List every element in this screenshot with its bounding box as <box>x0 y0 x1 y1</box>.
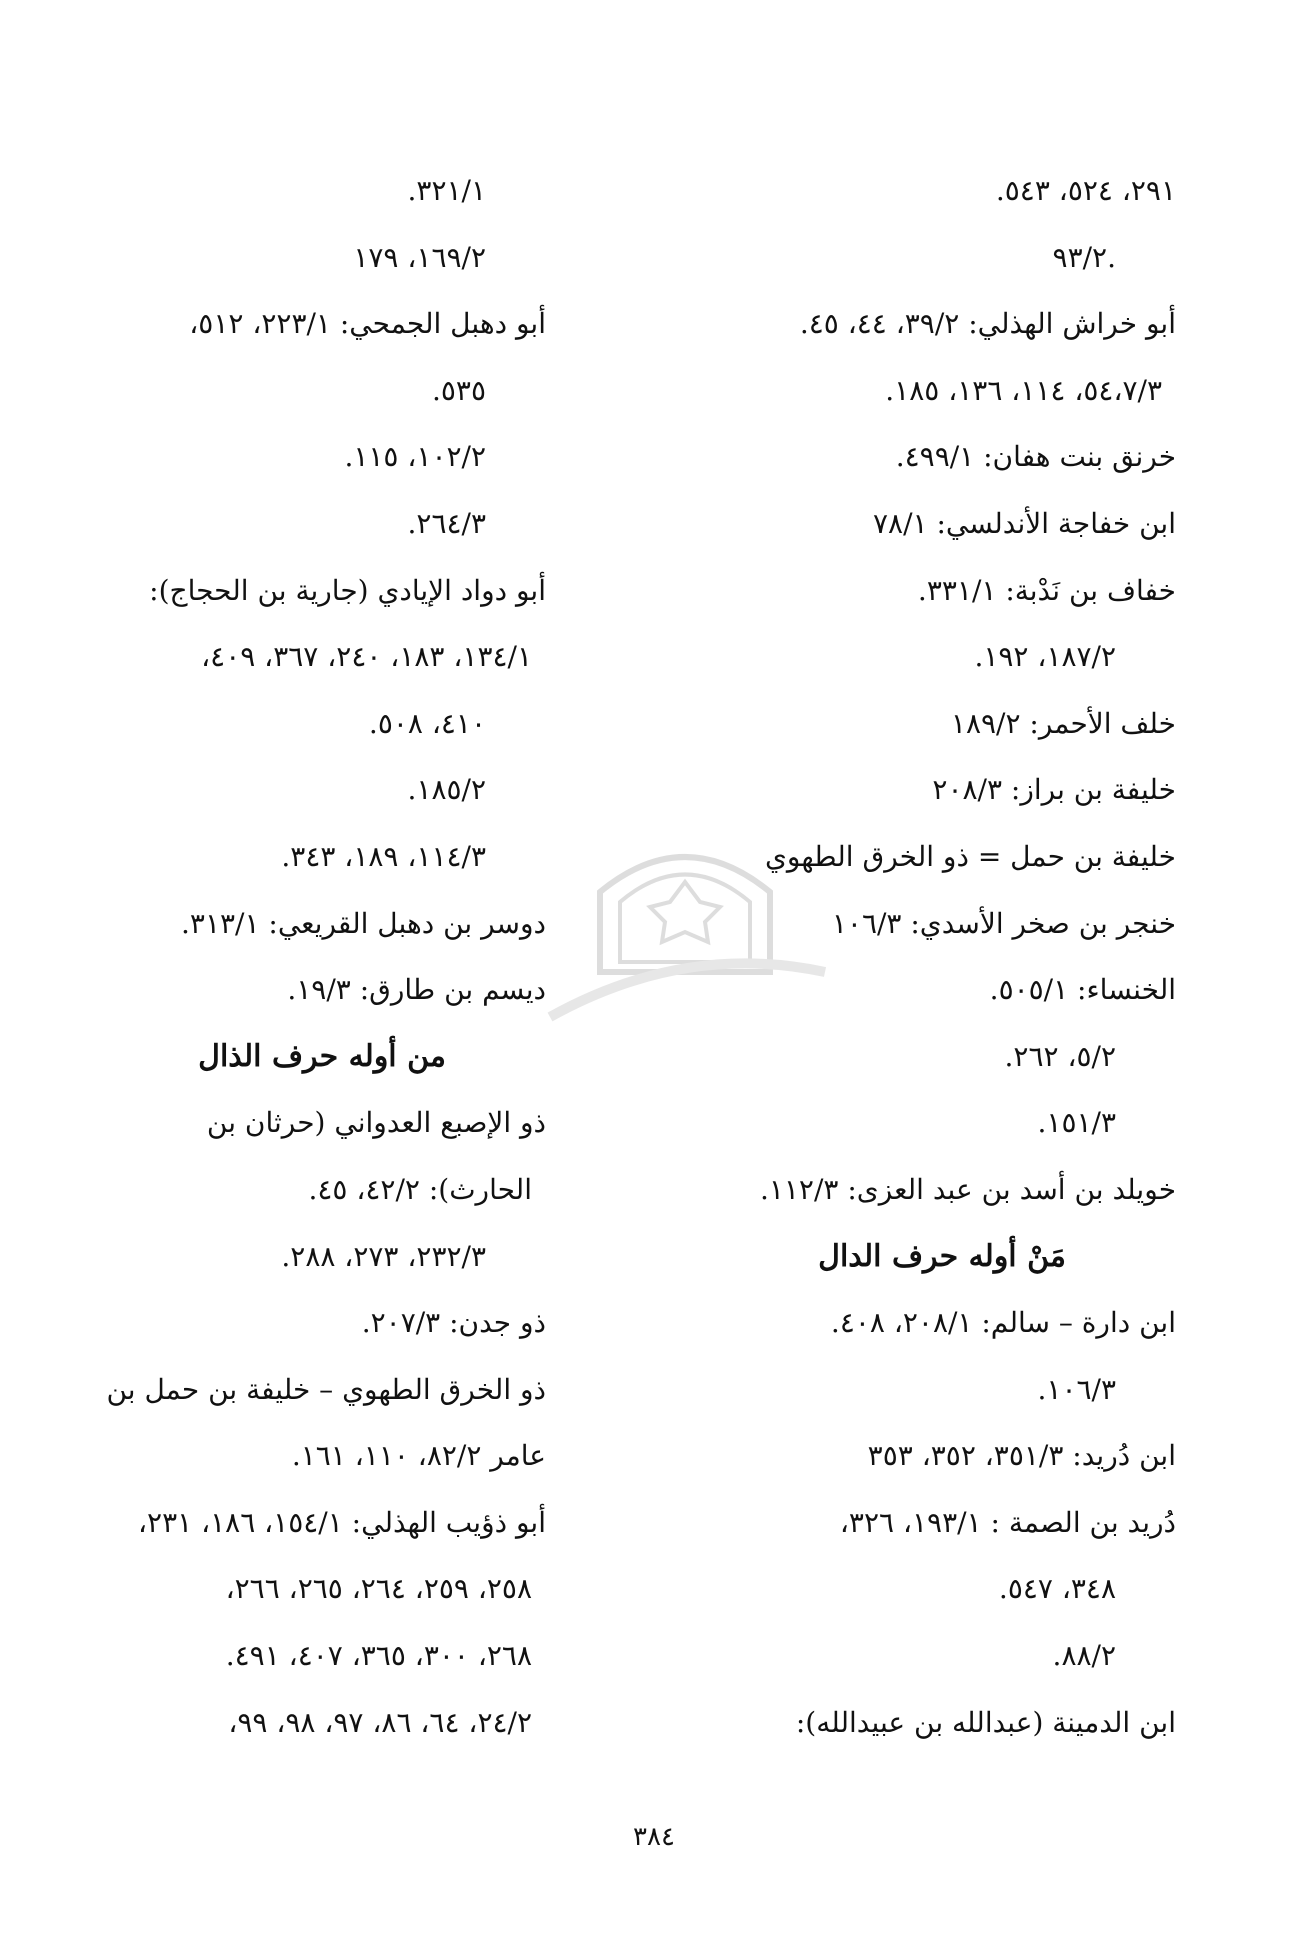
index-entry: دُريد بن الصمة : ١٩٣/١، ٣٢٦، <box>839 1505 1176 1539</box>
index-entry: أبو دهبل الجمحي: ٢٢٣/١، ٥١٢، <box>189 307 546 341</box>
index-entry: عامر ٨٢/٢، ١١٠، ١٦١. <box>291 1439 546 1473</box>
section-heading: من أوله حرف الذال <box>198 1038 446 1074</box>
index-entry: ٤١٠، ٥٠٨. <box>368 706 486 740</box>
index-entry: ١١٤/٣، ١٨٩، ٣٤٣. <box>281 839 486 873</box>
index-entry: خنجر بن صخر الأسدي: ١٠٦/٣ <box>831 906 1176 940</box>
index-entry: ابن دارة – سالم: ٢٠٨/١، ٤٠٨. <box>830 1306 1176 1340</box>
index-entry: خويلد بن أسد بن عبد العزى: ١١٢/٣. <box>759 1172 1176 1206</box>
index-entry: ١٠٢/٢، ١١٥. <box>344 440 486 474</box>
index-entry: ٨٨/٢. <box>1052 1639 1116 1673</box>
index-entry: ٥٣٥. <box>431 373 486 407</box>
left-column <box>46 158 546 1756</box>
index-entry: ٣٢١/١. <box>407 174 486 207</box>
index-entry: خليفة بن براز: ٢٠٨/٣ <box>932 773 1176 807</box>
index-entry: ٣٤٨، ٥٤٧. <box>998 1572 1116 1606</box>
index-entry: خليفة بن حمل = ذو الخرق الطهوي <box>765 839 1176 873</box>
index-entry: ٢٩١، ٥٢٤، ٥٤٣. <box>995 174 1176 207</box>
index-entry: ٢٦٤/٣. <box>407 506 486 540</box>
index-entry: ٢٥٨، ٢٥٩، ٢٦٤، ٢٦٥، ٢٦٦، <box>225 1572 532 1606</box>
page-number: ٣٨٤ <box>633 1822 675 1852</box>
index-entry: ١٣٤/١، ١٨٣، ٢٤٠، ٣٦٧، ٤٠٩، <box>201 640 532 674</box>
index-entry: ٢٦٨، ٣٠٠، ٣٦٥، ٤٠٧، ٤٩١. <box>225 1639 532 1673</box>
index-entry: الحارث): ٤٢/٢، ٤٥. <box>308 1172 532 1206</box>
section-heading: مَنْ أوله حرف الدال <box>818 1238 1066 1274</box>
index-entry: دوسر بن دهبل القريعي: ٣١٣/١. <box>181 906 546 940</box>
index-entry: ١٦٩/٢، ١٧٩ <box>353 240 486 274</box>
index-entry: ١٠٦/٣. <box>1037 1372 1116 1406</box>
index-entry: ديسم بن طارق: ١٩/٣. <box>287 973 546 1007</box>
index-entry: ابن دُريد: ٣٥١/٣، ٣٥٢، ٣٥٣ <box>867 1439 1176 1473</box>
index-entry: ٢٣٢/٣، ٢٧٣، ٢٨٨. <box>281 1239 486 1273</box>
index-entry: الخنساء: ٥٠٥/١. <box>989 973 1176 1007</box>
index-entry: أبو خراش الهذلي: ٣٩/٢، ٤٤، ٤٥. <box>799 307 1176 341</box>
index-entry: خرنق بنت هفان: ٤٩٩/١. <box>895 440 1176 474</box>
index-entry: أبو دواد الإيادي (جارية بن الحجاج): <box>149 573 546 607</box>
index-entry: ١٥١/٣. <box>1037 1106 1116 1140</box>
index-entry: ابن خفاجة الأندلسي: ٧٨/١ <box>873 506 1176 540</box>
index-entry: ذو الخرق الطهوي – خليفة بن حمل بن <box>106 1372 546 1406</box>
index-entry: خفاف بن نَدْبة: ٣٣١/١. <box>917 573 1176 607</box>
index-entry: ابن الدمينة (عبدالله بن عبيدالله): <box>795 1705 1176 1739</box>
index-entry: خلف الأحمر: ١٨٩/٢ <box>950 706 1176 740</box>
index-entry: ٥/٢، ٢٦٢. <box>1004 1039 1116 1073</box>
index-entry: ذو الإصبع العدواني (حرثان بن <box>206 1106 546 1140</box>
index-entry: ١٨٥/٢. <box>407 773 486 807</box>
watermark-logo <box>540 822 830 1022</box>
index-entry: أبو ذؤيب الهذلي: ١٥٤/١، ١٨٦، ٢٣١، <box>138 1505 546 1539</box>
index-entry: ٥٤،٧/٣، ١١٤، ١٣٦، ١٨٥. <box>885 373 1162 407</box>
index-entry: .٩٣/٢ <box>1052 240 1116 274</box>
index-entry: ٢٤/٢، ٦٤، ٨٦، ٩٧، ٩٨، ٩٩، <box>228 1705 532 1739</box>
index-entry: ١٨٧/٢، ١٩٢. <box>974 640 1116 674</box>
index-entry: ذو جدن: ٢٠٧/٣. <box>361 1306 546 1340</box>
